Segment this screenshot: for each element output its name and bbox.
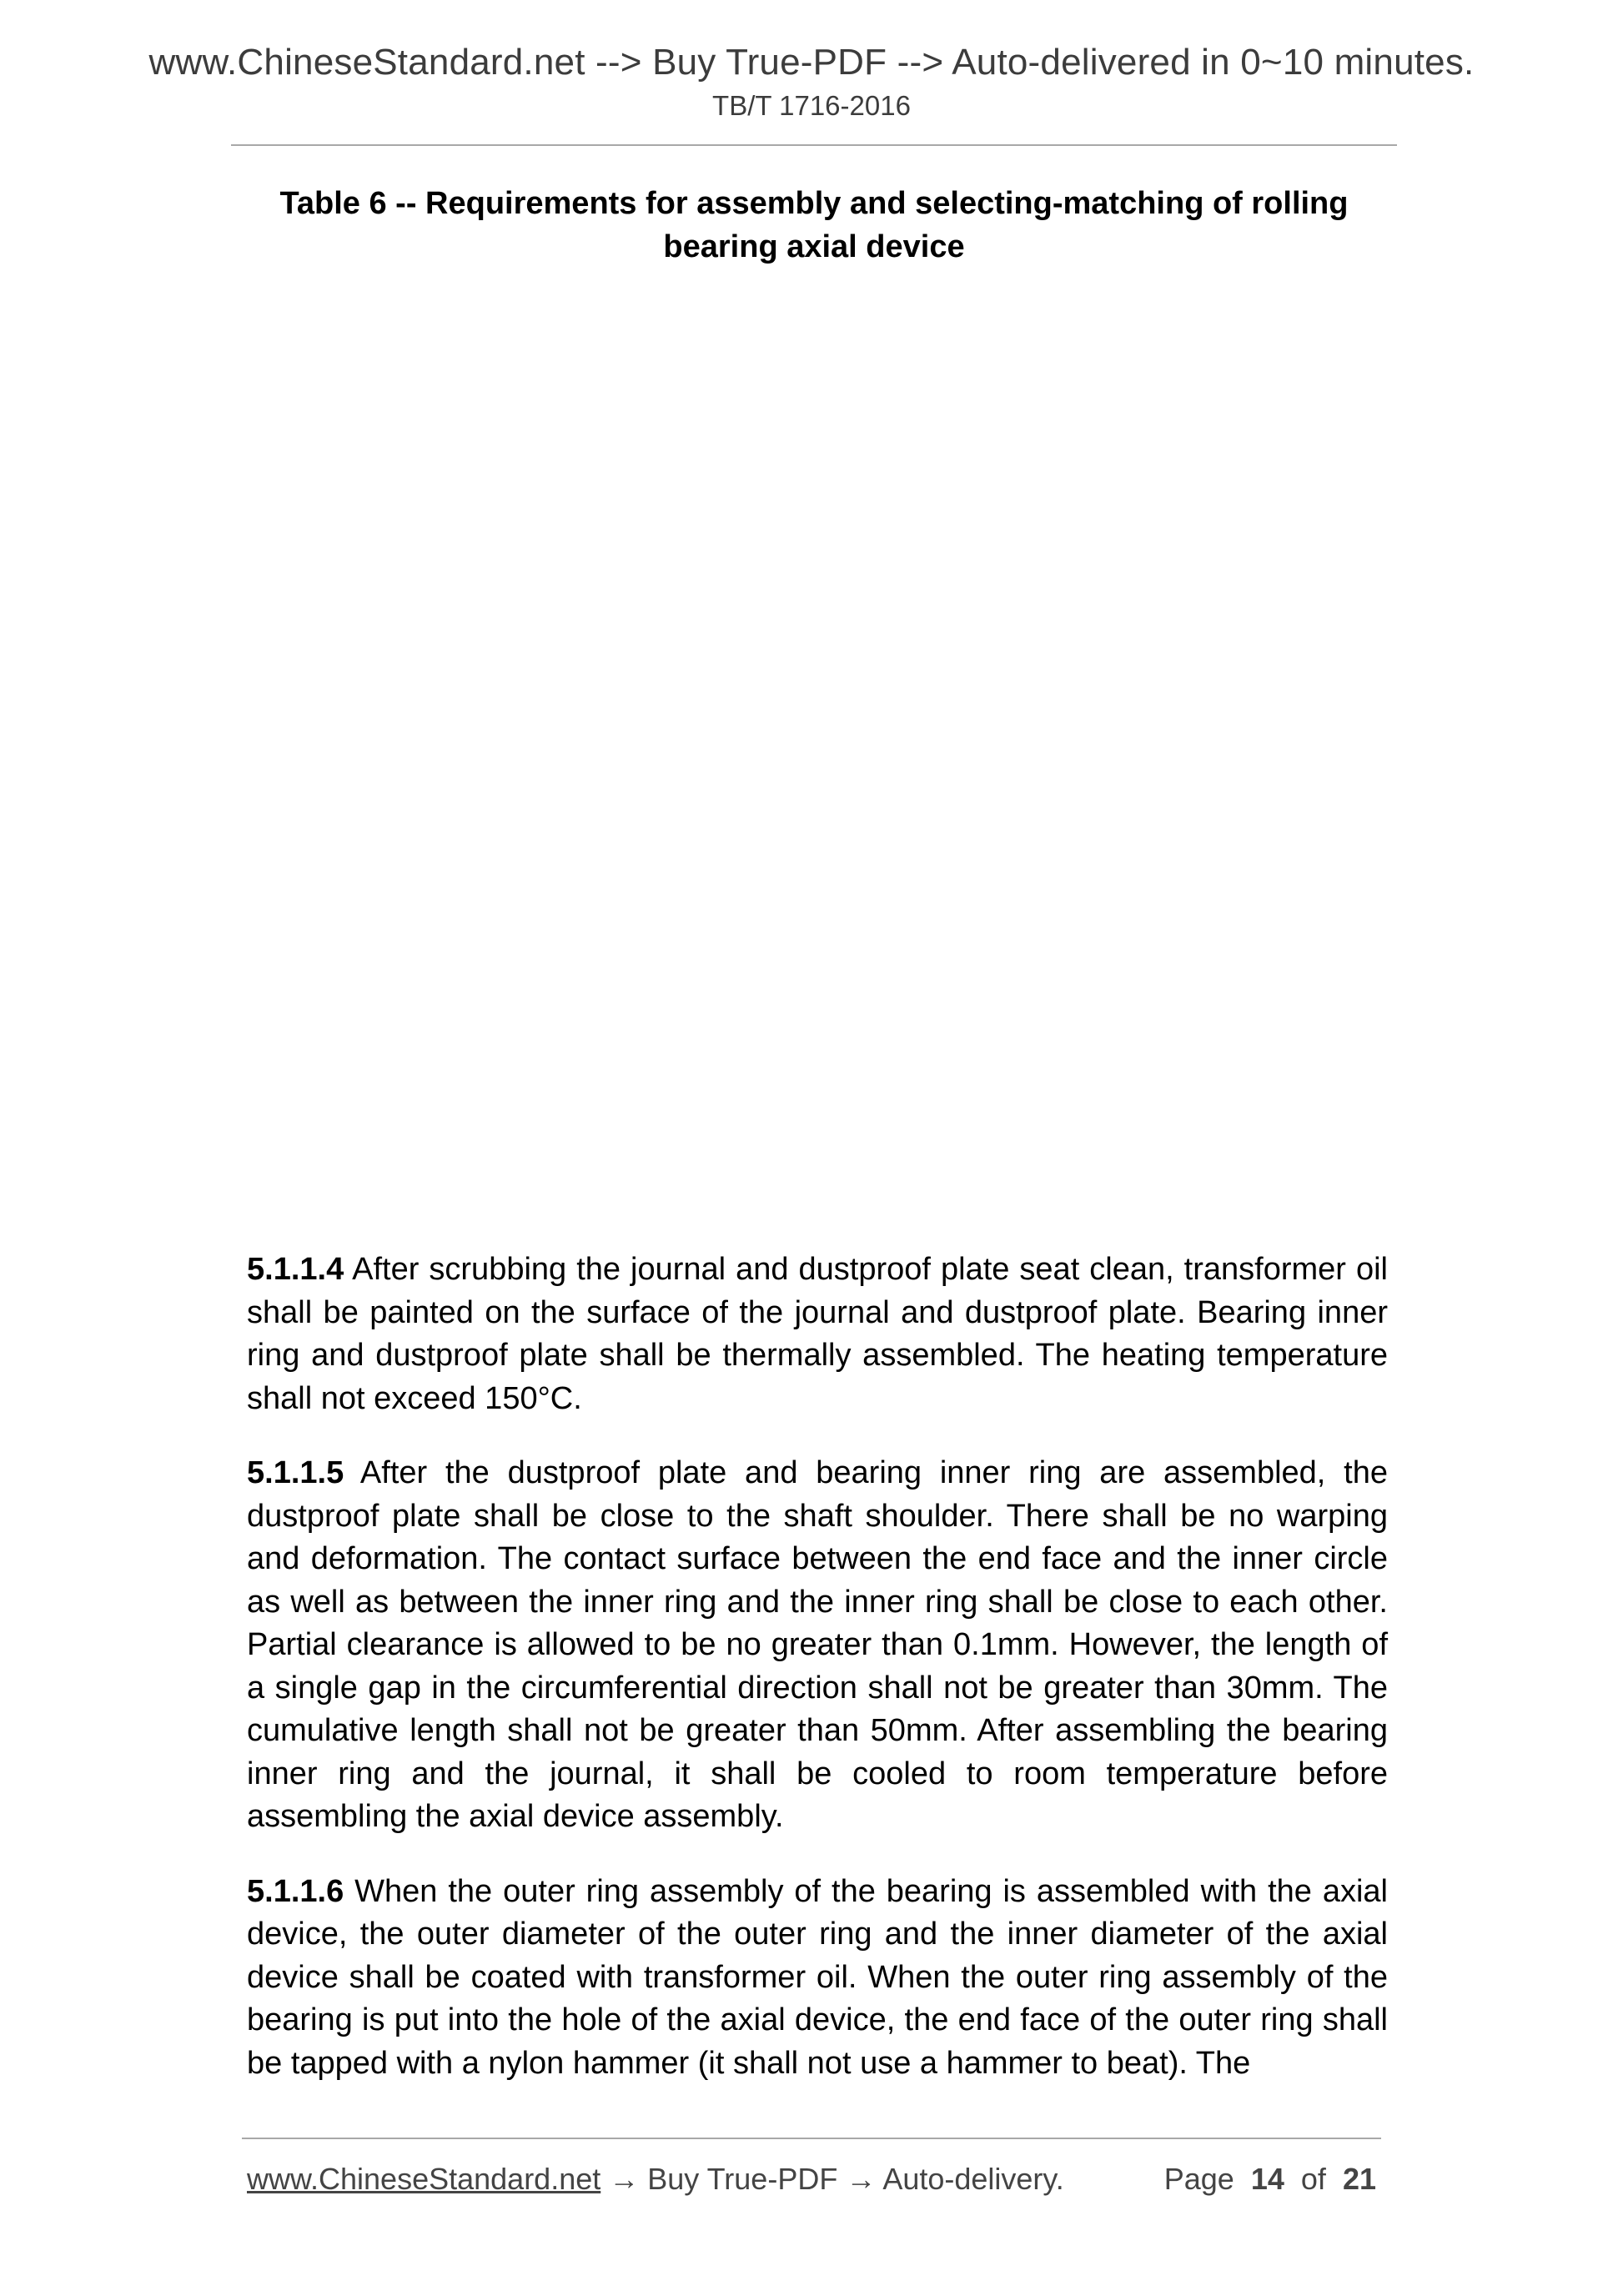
table-caption: Table 6 -- Requirements for assembly and selecting-matching of rolling bearing axial device [279,186,1349,264]
clause-5-1-1-6 [247,1871,1388,2086]
page-total: 21 [1342,2162,1376,2196]
clause-text: When the outer ring assembly of the bearing is assembled with the axial device, the outer diameter of the outer ring and the inner diameter of the axial device shall be coated with transformer oil. When the outer ring assembly of the bearing is put into the hole of the axial device, the end face of the outer ring shall be tapped with a nylon hammer (it shall not use a hammer to beat). The [247,1873,1388,2081]
footer-link[interactable]: www.ChineseStandard.net [247,2162,601,2196]
clause-number: 5.1.1.6 [247,1873,344,1909]
clause-text: After the dustproof plate and bearing inner ring are assembled, the dustproof plate shall be close to the shaft shoulder. There shall be no warping and deformation. The contact surface between the end face and the inner circle as well as between the inner ring and the inner ring shall be close to each other. Partial clearance is allowed to be no greater than 0.1mm. However, the length of a single gap in the circumferential direction shall not be greater than 30mm. The cumulative length shall not be greater than 50mm. After assembling the bearing inner ring and the journal, it shall be cooled to room temperature before assembling the axial device assembly. [247,1455,1388,1834]
footer-tagline [247,2162,1064,2197]
page-current: 14 [1250,2162,1284,2196]
header-banner: www.ChineseStandard.net --> Buy True-PDF --> Auto-delivered in 0~10 minutes. [148,42,1475,83]
page-of-label: of [1300,2162,1326,2196]
clause-number: 5.1.1.4 [247,1252,344,1287]
footer-tagline-text: → Buy True-PDF → Auto-delivery. [600,2162,1064,2196]
clause-5-1-1-4 [247,1248,1388,1420]
header-divider [231,144,1397,146]
clause-text: After scrubbing the journal and dustproof plate seat clean, transformer oil shall be painted on the surface of the journal and dustproof plate. Bearing inner ring and dustproof plate shall be thermally assembled. The heating temperature shall not exceed 150°C. [247,1252,1388,1416]
standard-id: TB/T 1716-2016 [712,90,911,121]
clause-number: 5.1.1.5 [247,1455,344,1490]
page-counter [1164,2162,1376,2197]
page-label: Page [1163,2162,1234,2196]
footer-divider [242,2138,1381,2139]
body-text [247,1248,1388,2117]
clause-5-1-1-5 [247,1452,1388,1839]
